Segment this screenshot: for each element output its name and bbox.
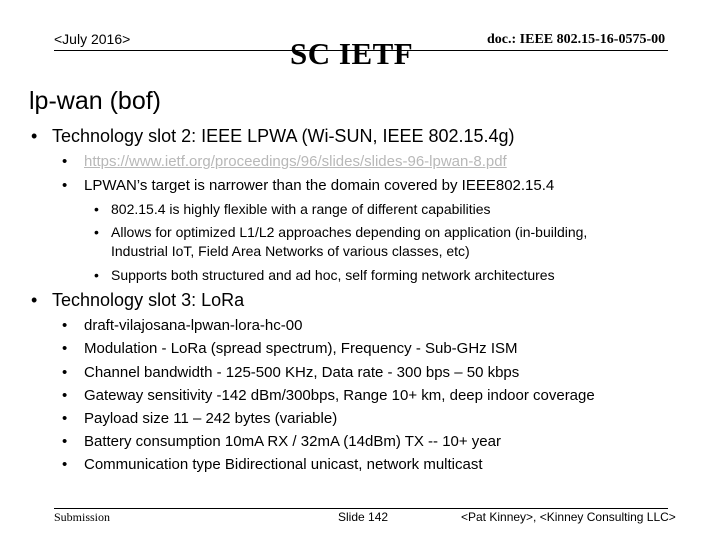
bullet-l3: • <box>94 201 99 217</box>
slot3-item: Communication type Bidirectional unicast, network multicast <box>84 456 483 473</box>
slot3-item: Channel bandwidth - 125-500 KHz, Data rate - 300 bps – 50 kbps <box>84 364 520 381</box>
bullet-l2: • <box>62 153 68 170</box>
slot3-item: Gateway sensitivity -142 dBm/300bps, Range 10+ km, deep indoor coverage <box>84 387 595 404</box>
slot2-slides-link[interactable]: https://www.ietf.org/proceedings/96/slides/slides-96-lpwan-8.pdf <box>84 153 507 170</box>
bullet-l2: • <box>62 456 68 473</box>
slot3-item: Battery consumption 10mA RX / 32mA (14dBm) TX -- 10+ year <box>84 433 501 450</box>
bullet-l2: • <box>62 317 68 334</box>
bullet-l3: • <box>94 224 99 240</box>
bullet-l3: • <box>94 267 99 283</box>
bullet-l2: • <box>62 410 68 427</box>
slot3-heading: Technology slot 3: LoRa <box>52 290 245 310</box>
slot2-sub-item-continued: Industrial IoT, Field Area Networks of various classes, etc) <box>111 243 470 259</box>
footer-submission: Submission <box>54 510 111 524</box>
header-rule <box>54 50 668 51</box>
header-date: <July 2016> <box>54 31 131 47</box>
bullet-l2: • <box>62 340 68 357</box>
slot3-item: draft-vilajosana-lpwan-lora-hc-00 <box>84 317 303 334</box>
slot2-sub-item: Allows for optimized L1/L2 approaches depending on application (in-building, <box>111 224 588 240</box>
slot3-item: Modulation - LoRa (spread spectrum), Frequency - Sub-GHz ISM <box>84 340 518 357</box>
bullet-l1: • <box>31 290 38 310</box>
footer-slide-number: Slide 142 <box>338 510 389 524</box>
footer-rule <box>54 508 668 509</box>
bullet-l2: • <box>62 177 68 194</box>
slot2-sub-item: 802.15.4 is highly flexible with a range of different capabilities <box>111 201 491 217</box>
bullet-l2: • <box>62 433 68 450</box>
slot2-sub-item: Supports both structured and ad hoc, self forming network architectures <box>111 267 555 283</box>
header-group-name: SC IETF <box>290 36 414 71</box>
slide-title: lp-wan (bof) <box>29 87 161 115</box>
slot2-target-text: LPWAN’s target is narrower than the domain covered by IEEE802.15.4 <box>84 177 555 194</box>
footer-author: <Pat Kinney>, <Kinney Consulting LLC> <box>461 510 676 524</box>
bullet-l1: • <box>31 126 38 146</box>
header-doc-number: doc.: IEEE 802.15-16-0575-00 <box>487 32 666 47</box>
slot2-heading: Technology slot 2: IEEE LPWA (Wi-SUN, IEEE 802.15.4g) <box>52 126 515 146</box>
bullet-l2: • <box>62 364 68 381</box>
bullet-l2: • <box>62 387 68 404</box>
slot3-item: Payload size 11 – 242 bytes (variable) <box>84 410 338 427</box>
